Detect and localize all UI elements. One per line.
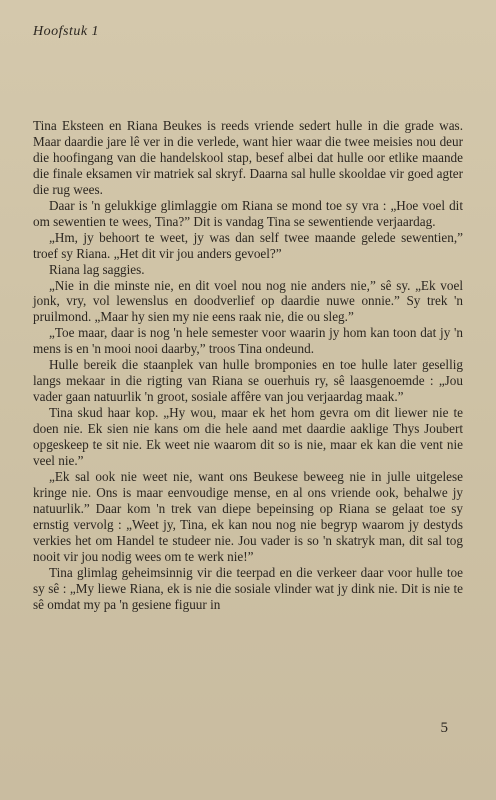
paragraph: „Nie in die minste nie, en dit voel nou nog nie anders nie,” sê sy. „Ek voel jonk, vry, vol lewenslus en doodverlief op daardie nuwe onnie.” Sy trek 'n pruilmond. „Maar hy sien my nie eens raak nie, die ou sleg.” bbox=[33, 277, 463, 325]
paragraph: „Hm, jy behoort te weet, jy was dan self twee maande gelede sewentien,” troef sy Riana. „Het dit vir jou anders gevoel?” bbox=[33, 229, 463, 261]
paragraph: „Ek sal ook nie weet nie, want ons Beukese beweeg nie in julle uitgelese kringe nie. Ons is maar eenvoudige mense, en al ons vriende ook, behalwe jy natuurlik.” Daar kom 'n trek van diepe bepeinsing op Riana se gelaat toe sy ernstig vervolg : „Weet jy, Tina, ek kan nou nog nie begryp waarom jy destyds verkies het om Handel te studeer nie. Jou vader is so 'n skatryk man, dit sal tog nooit vir jou nodig wees om te werk nie!” bbox=[33, 468, 463, 564]
chapter-heading: Hoofstuk 1 bbox=[33, 24, 100, 39]
page-number: 5 bbox=[440, 720, 448, 736]
paragraph: Hulle bereik die staanplek van hulle bromponies en toe hulle later gesellig langs mekaar in die rigting van Riana se ouerhuis ry, sê laasgenoemde : „Jou vader gaan natuurlik 'n groot, sosiale affêre van jou verjaardag maak.” bbox=[33, 357, 463, 405]
paragraph: Tina skud haar kop. „Hy wou, maar ek het hom gevra om dit liewer nie te doen nie. Ek sien nie kans om die hele aand met daardie aaklige Thys Joubert opgeskeep te sit nie. Ek weet nie waarom dit so is nie, maar ek kan die vent nie veel nie.” bbox=[33, 405, 463, 469]
paragraph: Tina glimlag geheimsinnig vir die teerpad en die verkeer daar voor hulle toe sy sê : „My liewe Riana, ek is nie die sosiale vlinder wat jy dink nie. Dit is nie te sê omdat my pa 'n gesiene figuur in bbox=[33, 564, 463, 612]
paragraph: Tina Eksteen en Riana Beukes is reeds vriende sedert hulle in die grade was. Maar daardie jare lê ver in die verlede, want hier waar die twee meisies nou deur die hoofingang van die handelskool stap, besef albei dat hulle oor etlike maande die finale eksamen vir matriek sal skryf. Daarna sal hulle skooldae vir goed agter die rug wees. bbox=[33, 118, 463, 197]
paragraph: Daar is 'n gelukkige glimlaggie om Riana se mond toe sy vra : „Hoe voel dit om sewentien te wees, Tina?” Dit is vandag Tina se sewentiende verjaardag. bbox=[33, 197, 463, 229]
body-text bbox=[33, 118, 463, 613]
paragraph: Riana lag saggies. bbox=[49, 261, 145, 277]
paragraph: „Toe maar, daar is nog 'n hele semester voor waarin jy hom kan toon dat jy 'n mens is en 'n mooi nooi daarby,” troos Tina ondeund. bbox=[33, 325, 463, 357]
